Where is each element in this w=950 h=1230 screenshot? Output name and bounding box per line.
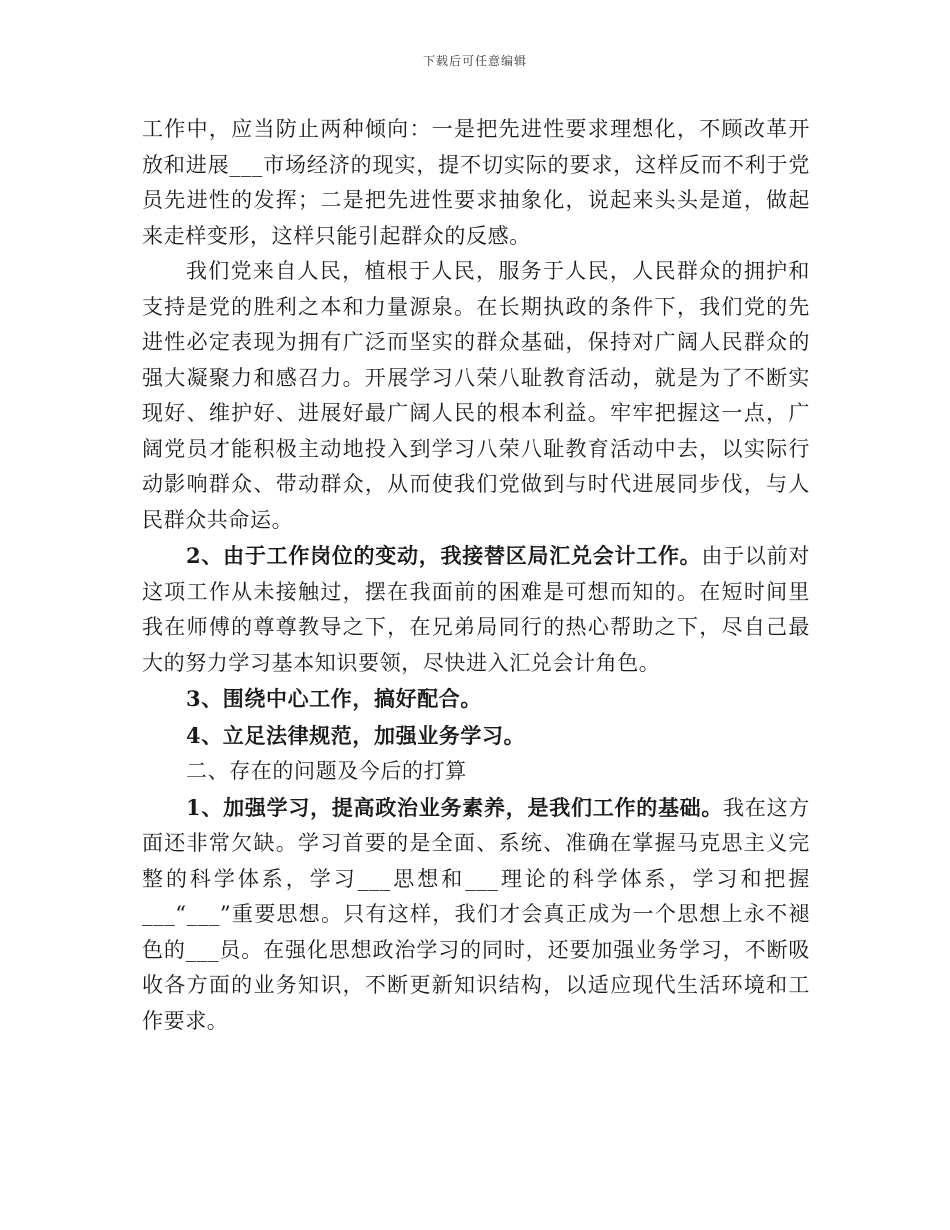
- document-body: [142, 112, 810, 1039]
- paragraph-2: [142, 254, 810, 538]
- section-heading: [142, 754, 810, 790]
- page-header: 下载后可任意编辑: [422, 54, 527, 68]
- paragraph-1-text: 工作中，应当防止两种倾向：一是把先进性要求理想化，不顾改革开放和进展___市场经济的现实，提不切实际的要求，这样反而不利于党员先进性的发挥；二是把先进性要求抽象化，说起来头头是道，做起来走样变形，这样只能引起群众的反感。: [142, 117, 810, 248]
- section-heading-text: 二、存在的问题及今后的打算: [186, 759, 467, 783]
- paragraph-4: [142, 681, 810, 718]
- paragraph-1: [142, 112, 810, 254]
- paragraph-3-heading: 2、由于工作岗位的变动，我接替区局汇兑会计工作。: [186, 543, 702, 568]
- paragraph-4-heading: 3、围绕中心工作，搞好配合。: [186, 686, 483, 711]
- paragraph-7-text: 我在这方面还非常欠缺。学习首要的是全面、系统、准确在掌握马克思主义完整的科学体系，学习___思想和___理论的科学体系，学习和把握___“___”重要思想。只有这样，我们才会真正成为一个思想上永不褪色的___员。在强化思想政治学习的同时，还要加强业务学习，不断吸收各方面的业务知识，不断更新知识结构，以适应现代生活环境和工作要求。: [142, 795, 810, 1033]
- paragraph-5-heading: 4、立足法律规范，加强业务学习。: [186, 722, 526, 748]
- paragraph-7-heading: 1、加强学习，提高政治业务素养，是我们工作的基础。: [186, 794, 724, 820]
- paragraph-2-text: 我们党来自人民，植根于人民，服务于人民，人民群众的拥护和支持是党的胜利之本和力量源泉。在长期执政的条件下，我们党的先进性必定表现为拥有广泛而坚实的群众基础，保持对广阔人民群众的强大凝聚力和感召力。开展学习八荣八耻教育活动，就是为了不断实现好、维护好、进展好最广阔人民的根本利益。牢牢把握这一点，广阔党员才能积极主动地投入到学习八荣八耻教育活动中去，以实际行动影响群众、带动群众，从而使我们党做到与时代进展同步伐，与人民群众共命运。: [142, 259, 810, 532]
- paragraph-3: [142, 538, 810, 681]
- paragraph-3-text: 由于以前对这项工作从未接触过，摆在我面前的困难是可想而知的。在短时间里我在师傅的尊尊教导之下，在兄弟局同行的热心帮助之下，尽自己最大的努力学习基本知识要领，尽快进入汇兑会计角色。: [142, 544, 811, 675]
- paragraph-7: [142, 790, 810, 1040]
- paragraph-5: [142, 718, 810, 755]
